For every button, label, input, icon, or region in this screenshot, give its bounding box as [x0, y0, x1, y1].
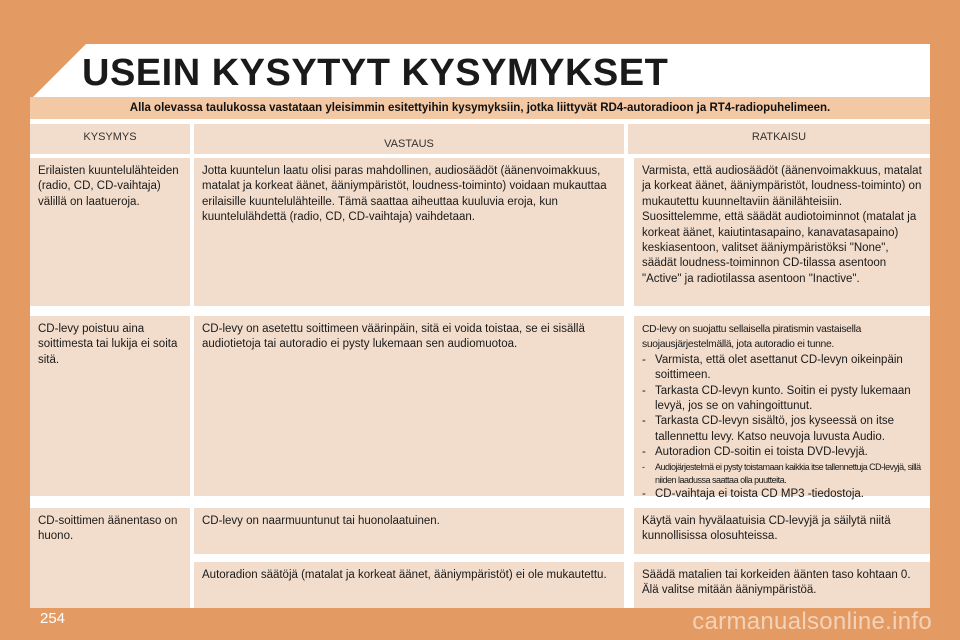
- page-title: USEIN KYSYTYT KYSYMYKSET: [82, 52, 669, 94]
- list-item: - CD-vaihtaja ei toista CD MP3 -tiedostoja.: [642, 487, 922, 502]
- row2-solution: [634, 316, 930, 500]
- row3a-answer: CD-levy on naarmuuntunut tai huonolaatuinen.: [194, 508, 624, 554]
- row1-question: Erilaisten kuuntelulähteiden (radio, CD, CD-vaihtaja) välillä on laatueroja.: [30, 158, 190, 306]
- watermark: carmanualsonline.info: [692, 608, 932, 635]
- header-answer: [194, 124, 624, 154]
- list-item: - Tarkasta CD-levyn sisältö, jos kyseessä on itse tallennettu levy. Katso neuvoja luvusta Audio.: [642, 414, 922, 445]
- row2-solution-list: [642, 353, 922, 502]
- list-item: - Tarkasta CD-levyn kunto. Soitin ei pysty lukemaan levyä, jos se on vahingoittunut.: [642, 384, 922, 415]
- header-questions: [30, 124, 190, 154]
- row3b-solution: Säädä matalien tai korkeiden äänten taso kohtaan 0. Älä valitse mitään ääniympäristöä.: [634, 562, 930, 608]
- header-questions-label: KYSYMYS: [83, 131, 137, 143]
- row2-solution-intro: CD-levy on suojattu sellaisella piratismin vastaisella suojausjärjestelmällä, jota autoradio ei tunne.: [642, 324, 862, 351]
- list-item: - Varmista, että olet asettanut CD-levyn oikeinpäin soittimeen.: [642, 353, 922, 384]
- row3b-answer: Autoradion säätöjä (matalat ja korkeat äänet, ääniympäristöt) ei ole mukautettu.: [194, 562, 624, 608]
- header-solution-label: RATKAISU: [751, 131, 807, 143]
- row3-question: CD-soittimen äänentaso on huono.: [30, 508, 190, 608]
- list-item: - Audiojärjestelmä ei pysty toistamaan kaikkia itse tallennettuja CD-levyjä, sillä niiden laadussa saattaa olla puutteita.: [642, 461, 922, 487]
- page-corner-fold: [30, 44, 86, 100]
- page-number: 254: [40, 610, 66, 627]
- row2-answer: CD-levy on asetettu soittimeen väärinpäin, sitä ei voida toistaa, se ei sisällä audiotietoja tai autoradio ei pysty lukemaan sen audiomuotoa.: [194, 316, 624, 496]
- row3a-solution: Käytä vain hyvälaatuisia CD-levyjä ja säilytä niitä kunnollisissa olosuhteissa.: [634, 508, 930, 554]
- page-subtitle: Alla olevassa taulukossa vastataan yleisimmin esitettyihin kysymyksiin, jotka liittyvät RD4-autoradioon ja RT4-radiopuhelimeen.: [129, 102, 831, 114]
- list-item: - Autoradion CD-soitin ei toista DVD-levyjä.: [642, 445, 922, 460]
- header-solution: [628, 124, 930, 154]
- row1-solution: Varmista, että audiosäädöt (äänenvoimakkuus, matalat ja korkeat äänet, ääniympäristöt, loudness-toiminto) on mukautettu kuunneltaviin äänilähteisiin. Suosittelemme, että säädät audiotoiminnot (matalat ja korkeat äänet, kaiutintasapaino, kanavatasapaino) keskiasentoon, valitset ääniympäristöksi "None", säädät loudness-toiminnon CD-tilassa asentoon "Active" ja radiotilassa asentoon "Inactive".: [634, 158, 930, 306]
- row2-question: CD-levy poistuu aina soittimesta tai lukija ei soita sitä.: [30, 316, 190, 496]
- row1-answer: Jotta kuuntelun laatu olisi paras mahdollinen, audiosäädöt (äänenvoimakkuus, matalat ja korkeat äänet, ääniympäristöt, loudness-toiminto) voidaan mukauttaa erilaisille kuuntelulähteille. Tämä saattaa aiheuttaa kuuluvia eroja, kun kuuntelulähdettä (radio, CD, CD-vaihtaja) vaihdetaan.: [194, 158, 624, 306]
- header-answer-label: VASTAUS: [384, 138, 434, 150]
